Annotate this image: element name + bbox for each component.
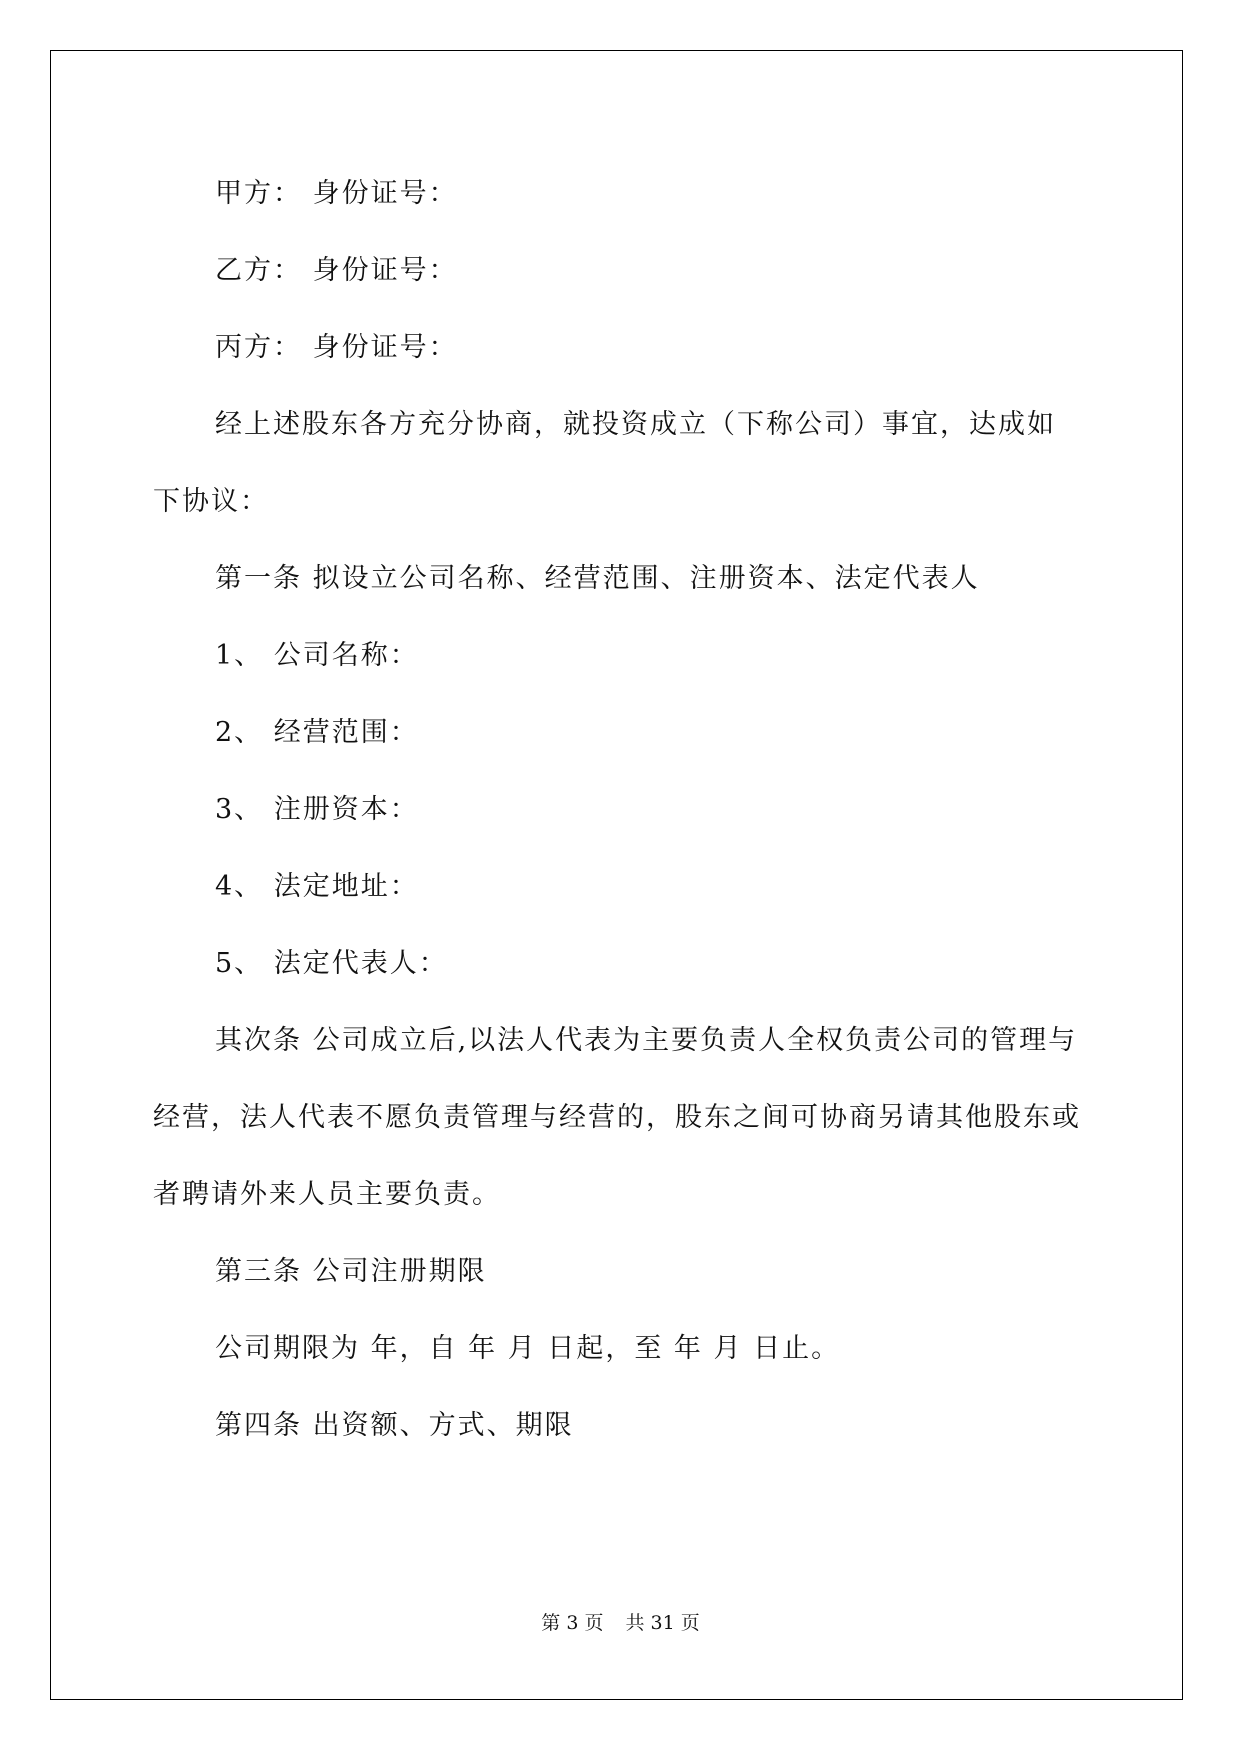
party-b-line: 乙方： 身份证号：: [215, 255, 458, 286]
item-registered-capital: 3、 注册资本：: [215, 794, 419, 825]
company-term-line: 公司期限为 年，自 年 月 日起，至 年 月 日止。: [215, 1333, 841, 1364]
page-footer: [0, 1608, 1241, 1635]
item-legal-representative: 5、 法定代表人：: [215, 948, 448, 979]
article-1-heading: 第一条 拟设立公司名称、经营范围、注册资本、法定代表人: [215, 563, 980, 594]
article-3-heading: 第三条 公司注册期限: [215, 1256, 487, 1287]
page-number: 第 3 页: [541, 1612, 604, 1634]
preamble-paragraph: 经上述股东各方充分协商，就投资成立（下称公司）事宜，达成如下协议：: [153, 409, 1056, 517]
item-company-name: 1、 公司名称：: [215, 640, 419, 671]
item-legal-address: 4、 法定地址：: [215, 871, 419, 902]
item-business-scope: 2、 经营范围：: [215, 717, 419, 748]
article-4-heading: 第四条 出资额、方式、期限: [215, 1410, 574, 1441]
page-total: 共 31 页: [625, 1612, 700, 1634]
party-c-line: 丙方： 身份证号：: [215, 332, 458, 363]
party-a-line: 甲方： 身份证号：: [215, 178, 458, 209]
article-2-paragraph: 其次条 公司成立后,以法人代表为主要负责人全权负责公司的管理与经营，法人代表不愿负责管理与经营的，股东之间可协商另请其他股东或者聘请外来人员主要负责。: [153, 1025, 1081, 1210]
document-body: [153, 155, 1083, 1464]
